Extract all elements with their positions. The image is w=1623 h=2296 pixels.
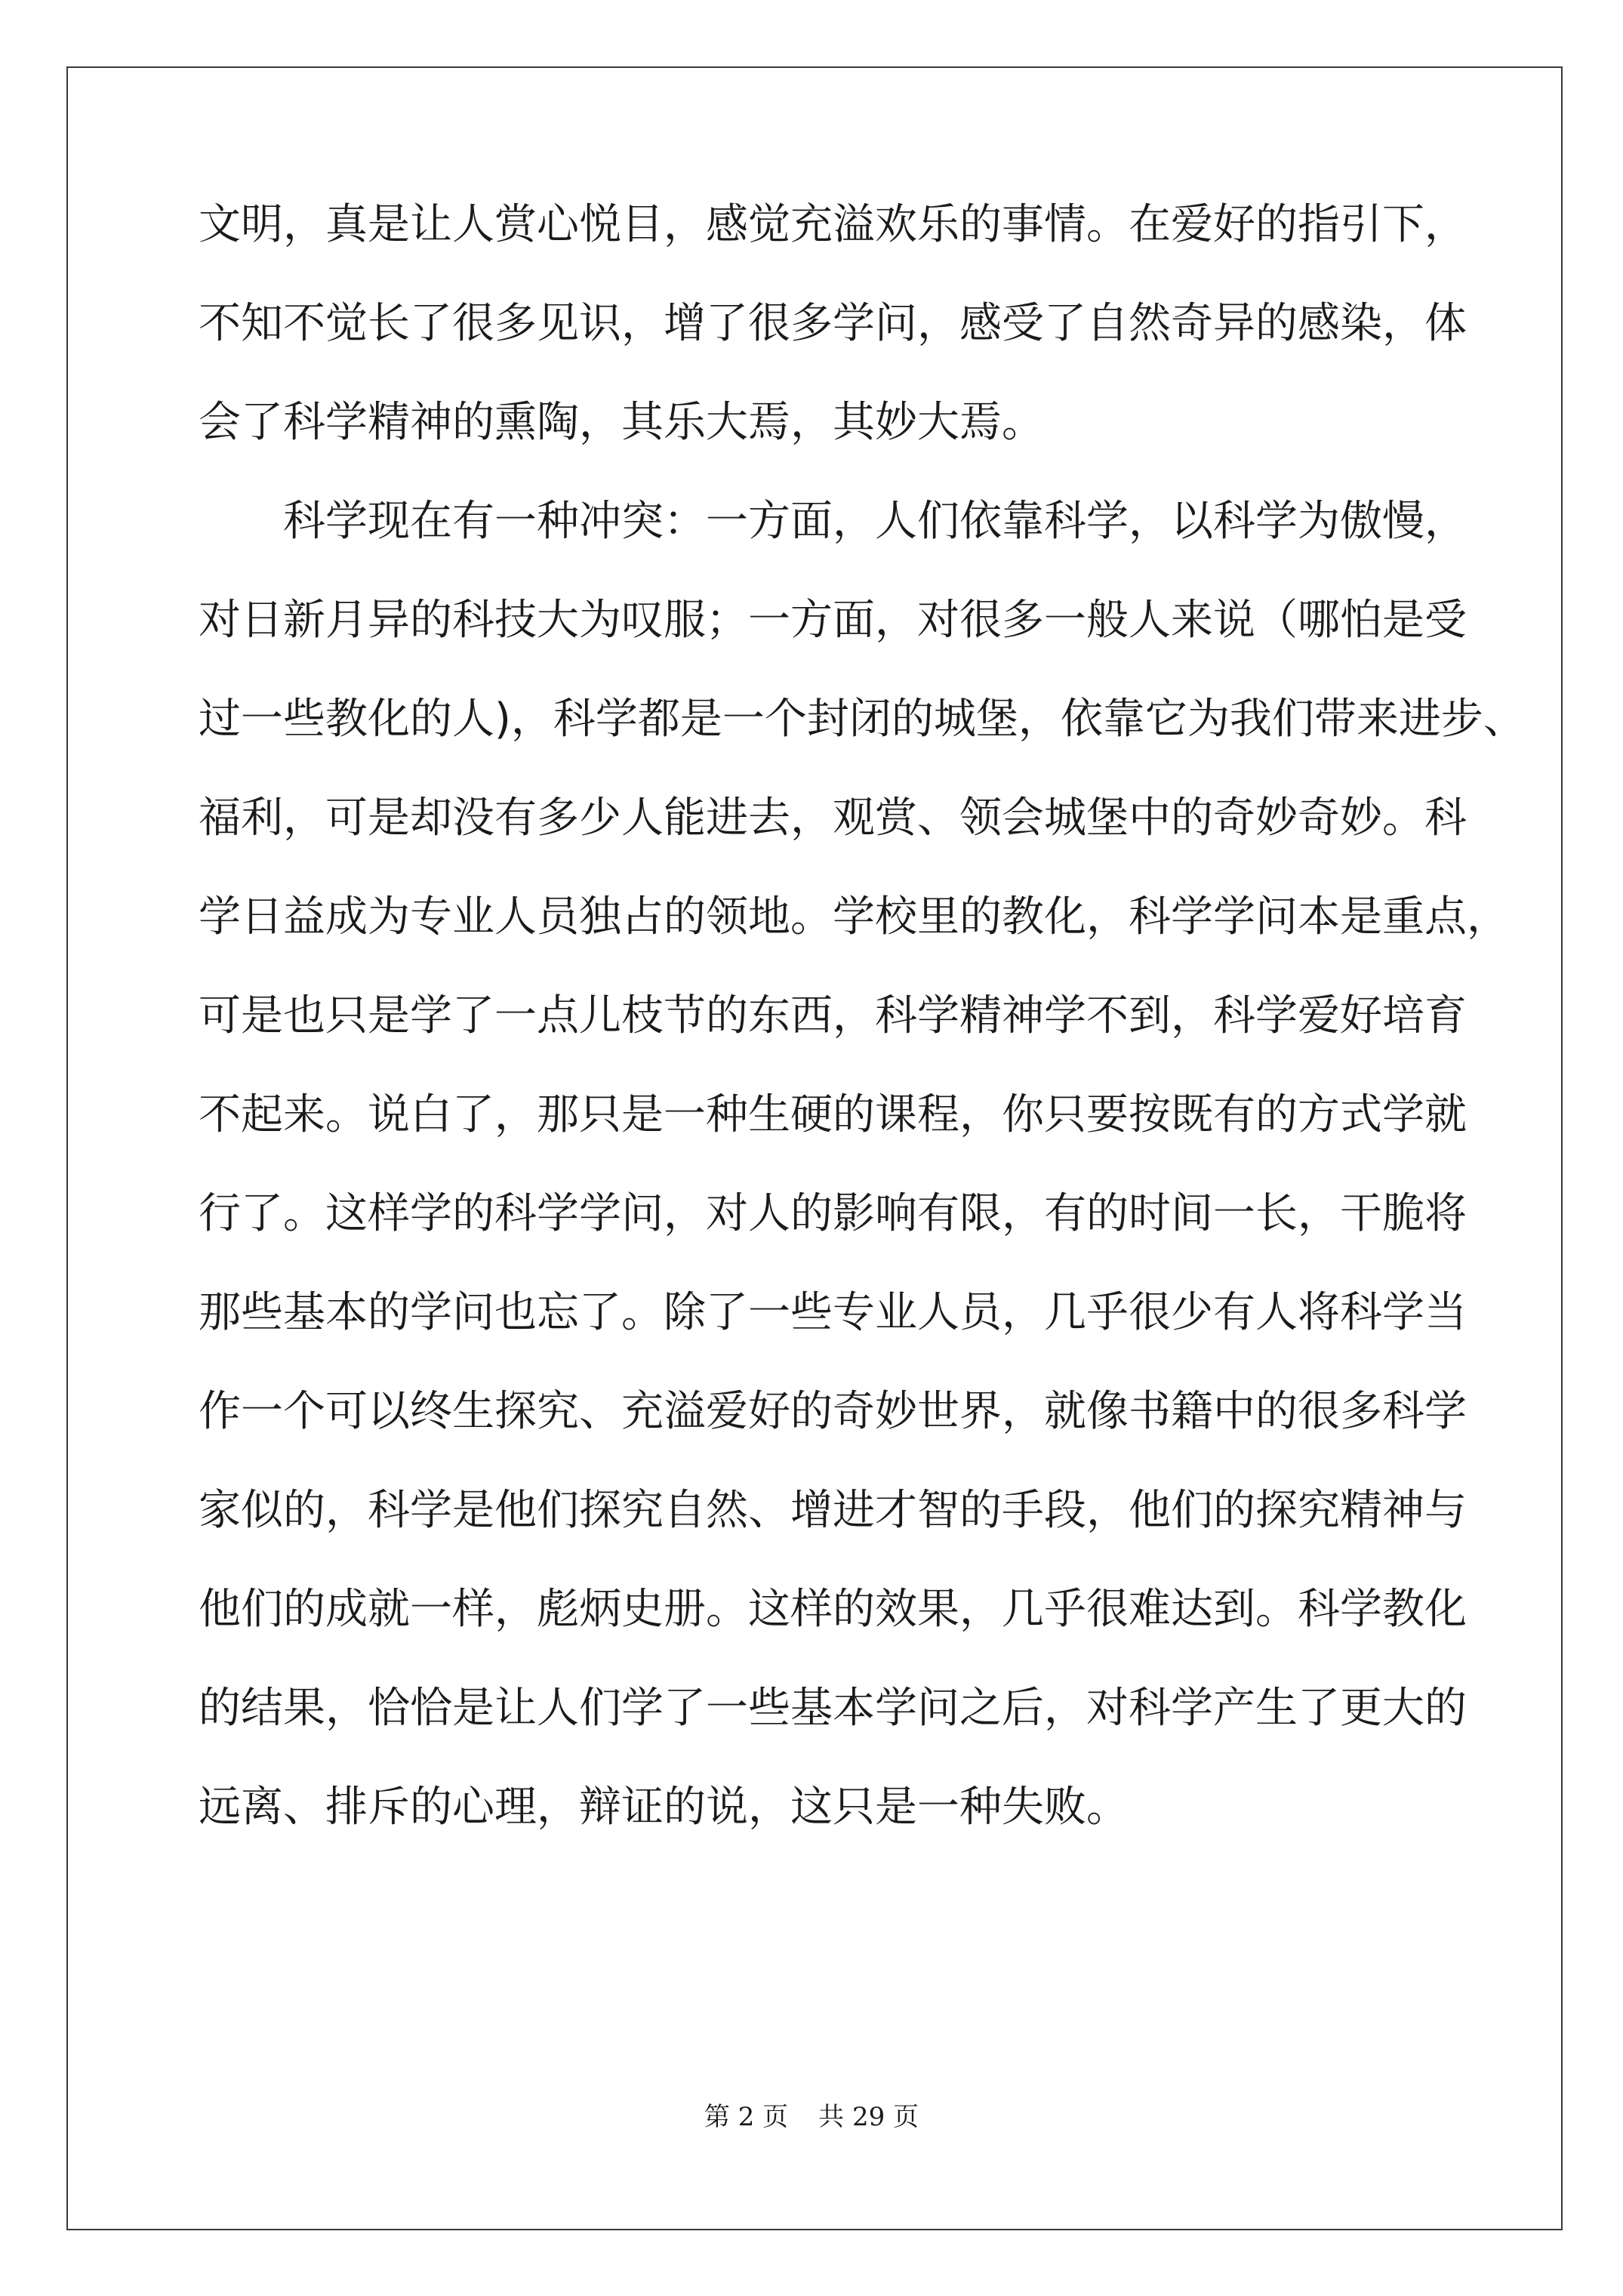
body-line: 可是也只是学了一点儿枝节的东西，科学精神学不到，科学爱好培育 [199, 991, 1467, 1040]
page-total: 共 29 页 [818, 2102, 919, 2132]
body-line: 行了。这样学的科学学问，对人的影响有限，有的时间一长，干脆将 [199, 1189, 1467, 1238]
body-line: 不起来。说白了，那只是一种生硬的课程，你只要按既有的方式学就 [199, 1090, 1467, 1139]
body-line: 过一些教化的人)，科学都是一个封闭的城堡，依靠它为我们带来进步、 [199, 695, 1526, 744]
body-line: 那些基本的学问也忘了。除了一些专业人员，几乎很少有人将科学当 [199, 1288, 1467, 1337]
body-line: 会了科学精神的熏陶，其乐大焉，其妙大焉。 [199, 398, 1044, 447]
body-line: 不知不觉长了很多见识，增了很多学问，感受了自然奇异的感染，体 [199, 299, 1467, 348]
body-line: 远离、排斥的心理，辩证的说，这只是一种失败。 [199, 1783, 1129, 1832]
body-line: 家似的，科学是他们探究自然、增进才智的手段，他们的探究精神与 [199, 1486, 1467, 1535]
body-line: 福利，可是却没有多少人能进去，观赏、领会城堡中的奇妙奇妙。科 [199, 794, 1467, 843]
body-line: 文明，真是让人赏心悦目，感觉充溢欢乐的事情。在爱好的指引下， [199, 200, 1467, 249]
page-border [66, 66, 1563, 2230]
paragraph-start-line: 科学现在有一种冲突：一方面，人们依靠科学，以科学为傲慢， [199, 497, 1467, 546]
body-line: 作一个可以终生探究、充溢爱好的奇妙世界，就像书籍中的很多科学 [199, 1387, 1467, 1436]
page-footer [0, 2102, 1623, 2132]
body-line: 他们的成就一样，彪炳史册。这样的效果，几乎很难达到。科学教化 [199, 1585, 1467, 1634]
body-line: 的结果，恰恰是让人们学了一些基本学问之后，对科学产生了更大的 [199, 1684, 1467, 1733]
page-number: 第 2 页 [704, 2102, 789, 2132]
body-line: 学日益成为专业人员独占的领地。学校里的教化，科学学问本是重点， [199, 892, 1509, 942]
body-line: 对日新月异的科技大为叹服；一方面，对很多一般人来说（哪怕是受 [199, 596, 1467, 645]
